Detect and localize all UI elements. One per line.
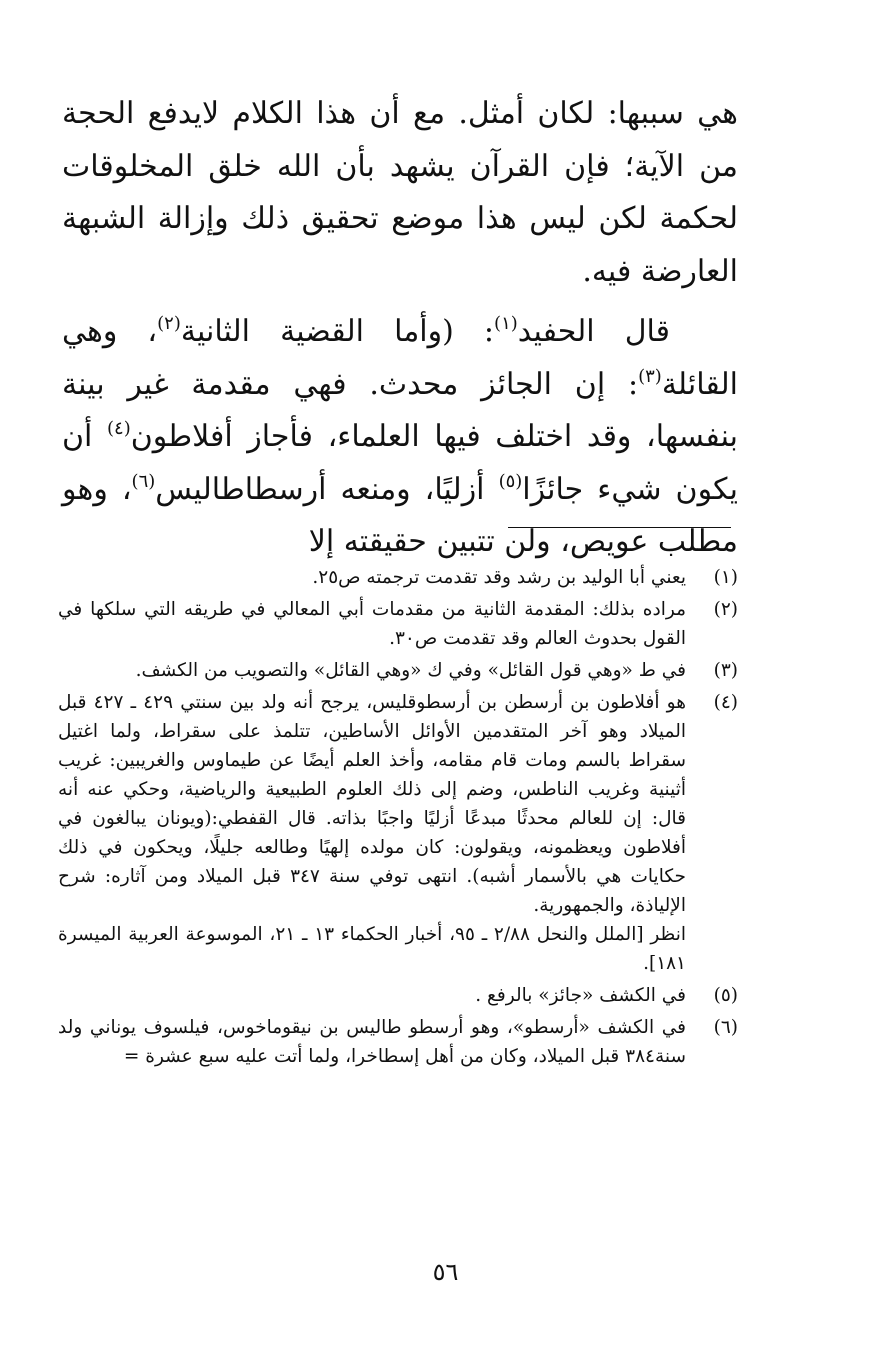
- footnote-paragraph: في الكشف «جائز» بالرفع .: [475, 985, 686, 1006]
- footnote-ref-4[interactable]: (٤): [106, 418, 131, 439]
- page-number: ٥٦: [432, 1258, 459, 1286]
- footnote-ref-6[interactable]: (٦): [131, 470, 156, 492]
- footnote-2: [58, 595, 738, 653]
- footnote-number: (٦): [713, 1017, 738, 1038]
- footnote-text: [58, 1013, 686, 1071]
- text-segment: : إن الجائز محدث. فهي مقدمة غير بينة بنفسها، وقد اختلف فيها العلماء، فأجاز أفلاطون: [62, 366, 739, 454]
- footnote-paragraph: في الكشف «أرسطو»، وهو أرسطو طاليس بن نيقوماخوس، فيلسوف يوناني ولد سنة٣٨٤ قبل الميلاد، وكان من أهل إسطاخرا، ولما أتت عليه سبع عشرة =: [58, 1017, 686, 1067]
- footnote-paragraph: يعني أبا الوليد بن رشد وقد تقدمت ترجمته ص٢٥.: [312, 567, 686, 588]
- footnote-number: (١): [713, 567, 738, 588]
- text-segment: أن يكون شيء جائزًا: [62, 419, 738, 507]
- text-segment: قال الحفيد: [517, 314, 670, 349]
- footnote-4: [58, 688, 738, 978]
- text-segment: أزليًا، ومنعه أرسطاطاليس: [155, 471, 499, 507]
- footnote-paragraph: في ط «وهي قول القائل» وفي ك «وهي القائل» والتصويب من الكشف.: [135, 660, 686, 681]
- footnote-paragraph: هو أفلاطون بن أرسطن بن أرسطوقليس، يرجح أنه ولد بين سنتي ٤٢٩ ـ ٤٢٧ قبل الميلاد وهو آخر المتقدمين الأوائل الأساطين، تتلمذ على سقراط، ولما اغتيل سقراط بالسم ومات قام مقامه، وأخذ العلم أيضًا عن طيماوس والغريبين: غريب أثينية وغريب الناطس، وضم إلى ذلك العلوم الطبيعية والرياضية، وحكي عنه أنه قال: إن للعالم محدثًا مبدعًا أزليًا واجبًا بذاته. قال القفطي:(ويونان يبالغون في أفلاطون ويعظمونه، ويقولون: كان مولده إلهيًا وطالعه جليلًا، ويحكون في ذلك حكايات هي بالأسمار أشبه). انتهى توفي سنة ٣٤٧ قبل الميلاد ومن آثاره: شرح الإلياذة، والجمهورية.: [58, 692, 687, 916]
- footnote-paragraph: مراده بذلك: المقدمة الثانية من مقدمات أبي المعالي في طريقه التي سلكها في القول بحدوث العالم وقد تقدمت ص٣٠.: [58, 599, 686, 649]
- footnote-number: (٢): [713, 599, 738, 620]
- text-segment: : (وأما القضية الثانية: [180, 314, 495, 349]
- footnote-text: [58, 563, 686, 592]
- text-segment: ، وهو مطلب عويص، ولن تتبين حقيقته إلا: [62, 471, 738, 559]
- footnote-5: [58, 981, 738, 1010]
- footnote-divider: [508, 527, 731, 528]
- footnote-number: (٥): [713, 985, 738, 1006]
- footnote-text: [58, 656, 686, 685]
- main-paragraph-2: [62, 306, 738, 569]
- footnotes: [58, 563, 738, 1074]
- footnote-ref-3[interactable]: (٣): [638, 365, 662, 387]
- text-segment: ، وهي القائلة: [62, 314, 738, 402]
- footnote-text: [58, 981, 686, 1010]
- footnote-number: (٤): [713, 692, 738, 713]
- footnote-6: [58, 1013, 738, 1071]
- footnote-text: [58, 595, 686, 653]
- footnote-number: (٣): [713, 660, 738, 681]
- footnote-3: [58, 656, 738, 685]
- footnote-paragraph: انظر [الملل والنحل ٢/٨٨ ـ ٩٥، أخبار الحكماء ١٣ ـ ٢١، الموسوعة العربية الميسرة ١٨١].: [58, 924, 686, 974]
- footnote-ref-5[interactable]: (٥): [498, 470, 523, 492]
- main-paragraph-1: هي سببها: لكان أمثل. مع أن هذا الكلام لايدفع الحجة من الآية؛ فإن القرآن يشهد بأن الله خلق المخلوقات لحكمة لكن ليس هذا موضع تحقيق ذلك وإزالة الشبهة العارضة فيه.: [62, 96, 739, 289]
- main-text: [62, 88, 738, 569]
- footnote-ref-1[interactable]: (١): [494, 313, 518, 334]
- footnote-ref-2[interactable]: (٢): [157, 313, 181, 334]
- footnote-text: [58, 688, 686, 978]
- footnote-1: [58, 563, 738, 592]
